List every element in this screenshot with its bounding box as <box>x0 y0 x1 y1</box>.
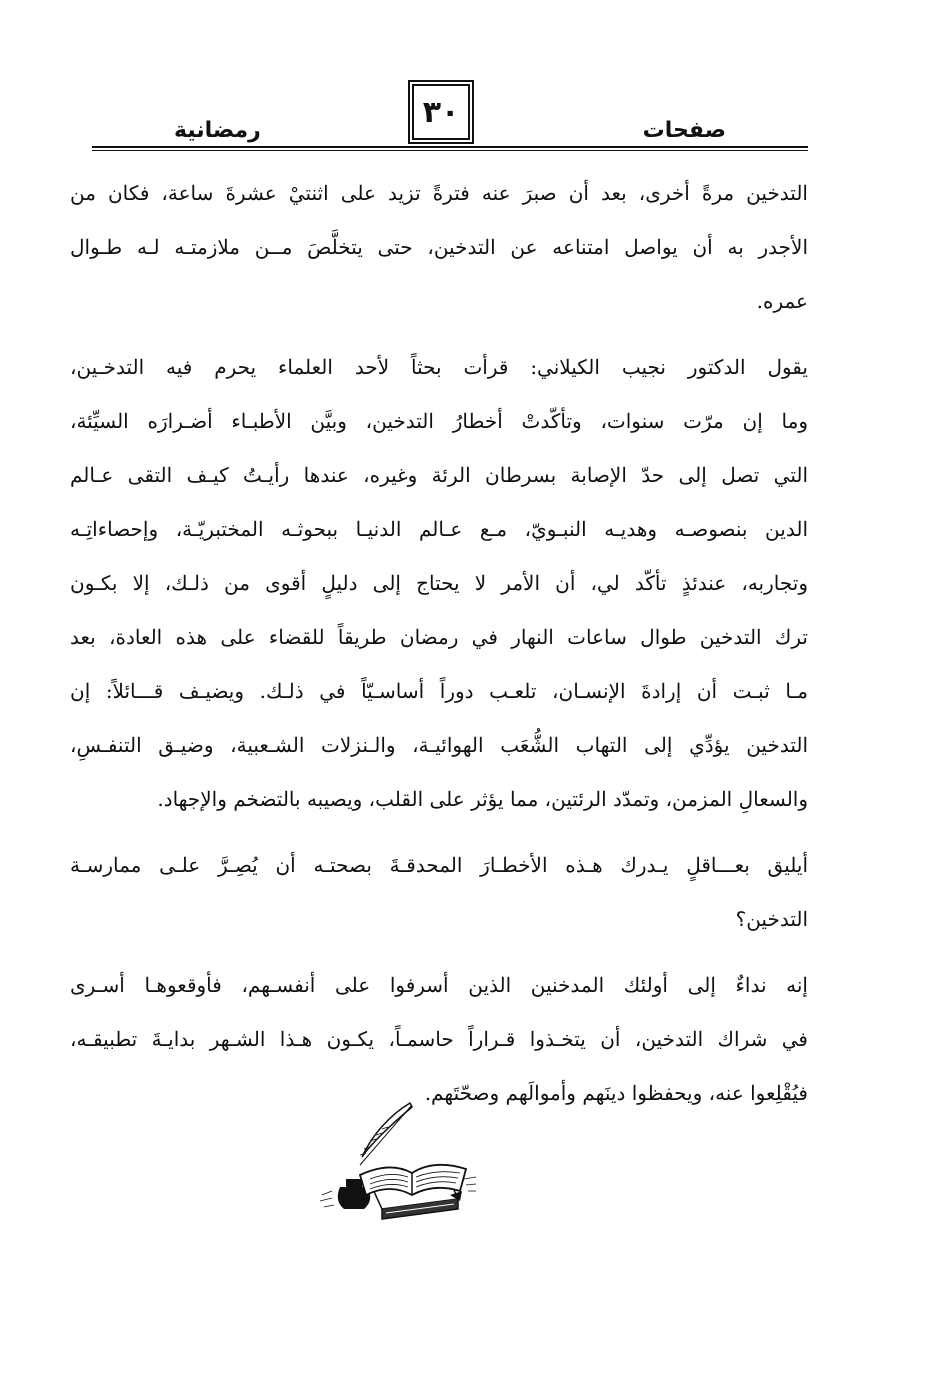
page-body <box>70 166 808 1120</box>
text-line: التدخين؟ <box>735 907 808 931</box>
book-subtitle: رمضانية <box>174 118 261 143</box>
book-title: صفحات <box>642 118 726 143</box>
text-line: والسعالِ المزمن، وتمدّد الرئتين، مما يؤثر على القلب، ويصيبه بالتضخم والإجهاد. <box>157 787 808 811</box>
text-line: التدخين مرةً أخرى، بعد أن صبرَ عنه فترةً تزيد على اثنتيْ عشرةَ ساعة، فكان من <box>70 181 808 205</box>
paragraph <box>70 340 808 826</box>
page-header <box>92 84 808 148</box>
text-line: أيليق بعـــاقلٍ يـدرك هـذه الأخطـارَ المحدقـةَ بصحتـه أن يُصِـرَّ علـى ممارسـة <box>70 853 808 877</box>
text-line: التدخين يؤدِّي إلى التهاب الشُّعَب الهوائيـة، والـنزلات الشـعبية، وضيـق التنفـسِ، <box>70 733 808 757</box>
book-quill-ornament-icon <box>300 1095 480 1225</box>
text-line: وما إن مرّت سنوات، وتأكّدتْ أخطارُ التدخين، وبيَّن الأطبـاء أضـرارَه السيِّئة، <box>70 409 808 433</box>
text-line: التي تصل إلى حدّ الإصابة بسرطان الرئة وغيره، عندها رأيـتُ كيـف التقى عـالم <box>70 463 808 487</box>
paragraph <box>70 838 808 946</box>
text-line: الأجدر به أن يواصل امتناعه عن التدخين، حتى يتخلَّصَ مــن ملازمتـه لـه طـوال <box>70 235 808 259</box>
header-rule-thick <box>92 146 808 148</box>
page-number-box <box>412 84 470 140</box>
page-number: ٣٠ <box>422 94 460 130</box>
text-line: في شراك التدخين، أن يتخـذوا قـراراً حاسمـاً، يكـون هـذا الشـهر بدايـةَ تطبيقـه، <box>70 1027 808 1051</box>
text-line: فيُقْلِعوا عنه، ويحفظوا دينَهم وأموالَهم وصحّتَهم. <box>424 1081 808 1105</box>
paragraph <box>70 166 808 328</box>
text-line: الدين بنصوصـه وهديـه النبـويّ، مـع عـالم الدنيـا ببحوثـه المختبريّـة، وإحصاءاتِـه <box>70 517 808 541</box>
text-line: يقول الدكتور نجيب الكيلاني: قرأت بحثاً لأحد العلماء يحرم فيه التدخـين، <box>70 355 808 379</box>
text-line: ترك التدخين طوال ساعات النهار في رمضان طريقاً للقضاء على هذه العادة، بعد <box>70 625 808 649</box>
header-rule-thin <box>92 150 808 151</box>
text-line: عمره. <box>756 289 808 313</box>
text-line: مـا ثبـت أن إرادةَ الإنسـان، تلعـب دوراً أساسـيّاً في ذلـك. ويضيـف قـــائلاً: إن <box>70 679 808 703</box>
text-line: إنه نداءٌ إلى أولئك المدخنين الذين أسرفوا على أنفسـهم، فأوقعوهـا أسـرى <box>70 973 808 997</box>
text-line: وتجاربه، عندئذٍ تأكّد لي، أن الأمر لا يحتاج إلى دليلٍ أقوى من ذلـك، إلا بكـون <box>70 571 808 595</box>
